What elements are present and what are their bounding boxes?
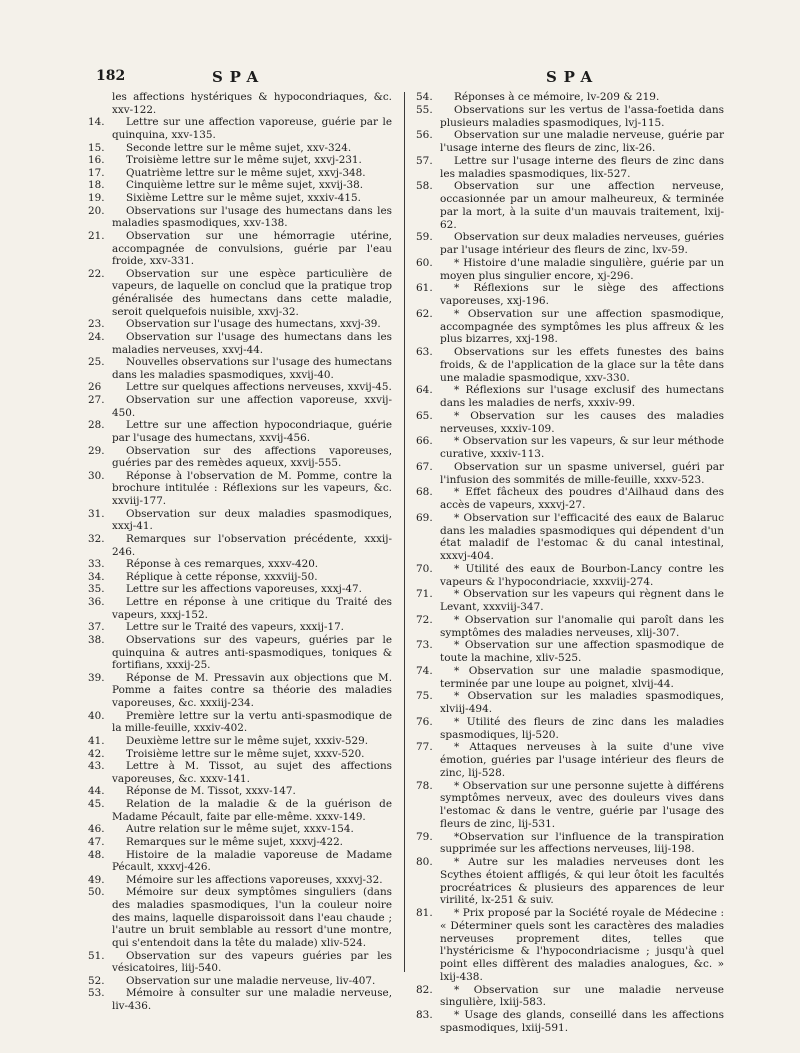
entry-number: 61. — [416, 282, 433, 295]
entry-number: 67. — [416, 460, 433, 473]
entry-number: 20. — [88, 204, 105, 217]
entry-number: 64. — [416, 384, 433, 397]
entry-text: Histoire de la maladie vaporeuse de Madame Pécault, xxxvj-426. — [112, 848, 392, 874]
index-entry — [88, 886, 392, 949]
entry-number: 40. — [88, 709, 105, 722]
index-entry — [88, 192, 392, 205]
index-entry — [88, 823, 392, 836]
entry-text: Troisième lettre sur le même sujet, xxvj-231. — [126, 154, 362, 167]
index-entry — [416, 129, 724, 155]
entry-number: 18. — [88, 179, 105, 192]
entry-text: Observations sur les vertus de l'assa-foetida dans plusieurs maladies spasmodiques, lvj-115. — [440, 103, 724, 129]
index-entry — [88, 381, 392, 394]
entry-text: Observation sur un spasme universel, guéri par l'infusion des sommités de mille-feuille, xxxv-523. — [440, 460, 724, 486]
entry-number: 43. — [88, 760, 105, 773]
index-entry — [416, 486, 724, 512]
entry-number: 55. — [416, 103, 433, 116]
entry-text: * Réflexions sur l'usage exclusif des humectans dans les maladies de nerfs, xxxiv-99. — [440, 384, 724, 409]
index-entry — [88, 735, 392, 748]
entry-number: 46. — [88, 823, 105, 836]
entry-number: 47. — [88, 835, 105, 848]
index-entry — [416, 831, 724, 857]
entry-number: 15. — [88, 141, 105, 154]
index-entry — [88, 356, 392, 381]
entry-text: Autre relation sur le même sujet, xxxv-154. — [126, 823, 354, 836]
index-entry — [88, 748, 392, 761]
index-entry — [416, 257, 724, 283]
entry-text: Réponse à l'observation de M. Pomme, contre la brochure intitulée : Réflexions sur les vapeurs, &c. xxviij-177. — [112, 469, 392, 507]
left-column — [88, 91, 392, 1013]
entry-text: Réponses à ce mémoire, lv-209 & 219. — [454, 91, 660, 103]
entry-number: 16. — [88, 154, 105, 167]
entry-number: 62. — [416, 307, 433, 320]
right-column — [416, 91, 724, 1035]
entry-text: * Prix proposé par la Société royale de Médecine : « Déterminer quels sont les caractères des maladies nerveuses proprement dites, telles que l'hystéricisme & l'hypocondriacisme ; jusqu'à quel point elles diffèrent des maladies analogues, &c. » lxij-438. — [440, 907, 724, 983]
entry-number: 37. — [88, 621, 105, 634]
entry-number: 44. — [88, 785, 105, 798]
entry-text: Observation sur une affection nerveuse, occasionnée par un amour malheureux, & terminée par la mort, à la suite d'un mauvais traitement, lxij-62. — [440, 180, 724, 231]
entry-number: 25. — [88, 356, 105, 369]
entry-text: * Observation sur une personne sujette à différens symptômes nerveux, avec des douleurs vives dans l'estomac & dans le ventre, guérie par l'usage des fleurs de zinc, lij-531. — [440, 779, 724, 830]
index-entry — [416, 639, 724, 665]
entry-text: Observations sur des vapeurs, guéries par le quinquina & autres anti-spasmodiques, toniques & fortifians, xxxij-25. — [112, 633, 392, 672]
index-entry — [416, 155, 724, 181]
entry-text: Observation sur une maladie nerveuse, guérie par l'usage interne des fleurs de zinc, lix-26. — [440, 129, 724, 154]
index-entry — [416, 461, 724, 487]
index-entry — [88, 621, 392, 634]
entry-text: Réponse de M. Pressavin aux objections que M. Pomme a faites contre sa théorie des maladies vaporeuses, &c. xxxiij-234. — [112, 671, 392, 709]
entry-text: * Observation sur une maladie spasmodique, terminée par une loupe au poignet, xlvij-44. — [440, 664, 724, 690]
entry-number: 31. — [88, 507, 105, 520]
entry-number: 65. — [416, 409, 433, 422]
entry-text: Première lettre sur la vertu anti-spasmodique de la mille-feuille, xxxiv-402. — [112, 709, 392, 735]
entry-text: Observation sur une espèce particulière de vapeurs, de laquelle on conclud que la pratique trop généralisée des humectans dans cette maladie, seroit quelquefois nuisible, xxvj-32. — [112, 267, 392, 318]
index-entry — [88, 154, 392, 167]
entry-text: Observation sur des vapeurs guéries par les vésicatoires, liij-540. — [112, 949, 392, 975]
entry-number: 49. — [88, 873, 105, 886]
entry-text: Lettre sur l'usage interne des fleurs de zinc dans les maladies spasmodiques, lix-527. — [440, 154, 724, 180]
entry-number: 39. — [88, 671, 105, 684]
index-entry — [88, 798, 392, 823]
entry-number: 41. — [88, 734, 105, 747]
entry-number: 24. — [88, 330, 105, 343]
index-entry — [416, 410, 724, 436]
entry-text: Réplique à cette réponse, xxxviij-50. — [126, 570, 318, 583]
entry-number: 54. — [416, 91, 433, 103]
entry-text: * Utilité des eaux de Bourbon-Lancy contre les vapeurs & l'hypocondriacie, xxxviij-274. — [440, 562, 724, 588]
entry-number: 17. — [88, 166, 105, 179]
page-number: 182 — [96, 68, 126, 84]
entry-number: 71. — [416, 588, 433, 601]
entry-text: * Observation sur les vapeurs qui règnent dans le Levant, xxxviij-347. — [440, 588, 724, 613]
entry-text: *Observation sur l'influence de la transpiration supprimée sur les affections nerveuses, liij-198. — [440, 830, 724, 856]
entry-text: Deuxième lettre sur le même sujet, xxxiv-529. — [126, 734, 369, 747]
column-divider — [404, 92, 405, 972]
entry-text: * Observation sur une affection spasmodique de toute la machine, xliv-525. — [440, 639, 724, 664]
entry-text: Observation sur l'usage des humectans dans les maladies nerveuses, xxvj-44. — [112, 330, 392, 356]
index-entry — [88, 634, 392, 672]
entry-number: 23. — [88, 318, 105, 331]
index-entry — [88, 558, 392, 571]
index-entry — [88, 874, 392, 887]
index-entry — [88, 849, 392, 874]
index-entry — [416, 104, 724, 130]
entry-text: * Attaques nerveuses à la suite d'une vive émotion, guéries par l'usage intérieur des fleurs de zinc, lij-528. — [440, 741, 724, 779]
entry-number: 72. — [416, 613, 433, 626]
entry-text: Réponse de M. Tissot, xxxv-147. — [126, 785, 296, 798]
index-entry — [88, 268, 392, 319]
entry-text: * Effet fâcheux des poudres d'Ailhaud dans des accès de vapeurs, xxxvj-27. — [440, 486, 724, 511]
entry-text: Quatrième lettre sur le même sujet, xxvj-348. — [126, 166, 366, 179]
entry-text: Remarques sur le même sujet, xxxvj-422. — [126, 835, 343, 848]
index-entry — [416, 856, 724, 907]
entry-text: Lettre en réponse à une critique du Traité des vapeurs, xxxj-152. — [112, 596, 392, 621]
index-entry — [88, 533, 392, 558]
index-entry — [88, 179, 392, 192]
entry-number: 48. — [88, 848, 105, 861]
entry-number: 14. — [88, 116, 105, 129]
entry-text: Observations sur l'usage des humectans dans les maladies spasmodiques, xxv-138. — [112, 204, 392, 230]
entry-text: Observation sur des affections vaporeuses, guéries par des remèdes aqueux, xxvij-555. — [112, 444, 392, 470]
index-entry — [88, 167, 392, 180]
entry-text: Nouvelles observations sur l'usage des humectans dans les maladies spasmodiques, xxvij-40. — [112, 356, 392, 381]
entry-text: * Usage des glands, conseillé dans les affections spasmodiques, lxiij-591. — [440, 1009, 724, 1034]
entry-number: 34. — [88, 570, 105, 583]
index-entry — [88, 116, 392, 141]
entry-number: 35. — [88, 583, 105, 596]
entry-text: * Observation sur une maladie nerveuse singulière, lxiij-583. — [440, 983, 724, 1009]
entry-number: 78. — [416, 779, 433, 792]
entry-text: Observation sur une maladie nerveuse, liv-407. — [126, 974, 376, 987]
entry-text: Relation de la maladie & de la guérison de Madame Pécault, faite par elle-même. xxxv-149. — [112, 798, 392, 823]
entry-text: Lettre sur quelques affections nerveuses, xxvij-45. — [126, 381, 392, 394]
index-entry — [88, 950, 392, 975]
running-header-left: SPA — [212, 68, 265, 86]
index-entry — [88, 987, 392, 1012]
entry-number: 57. — [416, 154, 433, 167]
index-entry — [88, 596, 392, 621]
running-header-right: SPA — [546, 68, 599, 86]
index-entry — [88, 91, 392, 116]
index-entry — [88, 836, 392, 849]
entry-text: Remarques sur l'observation précédente, xxxij-246. — [112, 532, 392, 558]
entry-text: Lettre à M. Tissot, au sujet des affections vaporeuses, &c. xxxv-141. — [112, 760, 392, 785]
entry-text: * Observation sur une affection spasmodique, accompagnée des symptômes les plus affreux & les plus bizarres, xxj-198. — [440, 307, 724, 346]
index-entry — [416, 180, 724, 231]
index-entry — [88, 672, 392, 710]
index-entry — [416, 741, 724, 779]
entry-text: Lettre sur une affection hypocondriaque, guérie par l'usage des humectans, xxvij-456. — [112, 419, 392, 444]
entry-number: 56. — [416, 129, 433, 142]
entry-text: Observation sur deux maladies nerveuses, guéries par l'usage intérieur des fleurs de zinc, lxv-59. — [440, 231, 724, 256]
entry-text: * Observation sur l'anomalie qui paroît dans les symptômes des maladies nerveuses, xlij-307. — [440, 613, 724, 639]
entry-text: Lettre sur le Traité des vapeurs, xxxij-17. — [126, 621, 344, 634]
entry-text: Observation sur une affection vaporeuse, xxvij-450. — [112, 394, 392, 419]
entry-number: 77. — [416, 741, 433, 754]
index-entry — [88, 445, 392, 470]
index-entry — [416, 588, 724, 614]
entry-text: Mémoire sur les affections vaporeuses, xxxvj-32. — [126, 873, 383, 886]
entry-number: 58. — [416, 180, 433, 193]
entry-number: 45. — [88, 798, 105, 810]
index-entry — [88, 230, 392, 268]
index-entry — [88, 205, 392, 230]
entry-text: Mémoire à consulter sur une maladie nerveuse, liv-436. — [112, 987, 392, 1012]
index-entry — [88, 142, 392, 155]
entry-text: Observations sur les effets funestes des bains froids, & de l'application de la glace sur la tête dans une maladie spasmodique, xxv-330. — [440, 346, 724, 384]
entry-text: Observation sur deux maladies spasmodiques, xxxj-41. — [112, 507, 392, 533]
entry-number: 33. — [88, 558, 105, 571]
entry-text: Réponse à ces remarques, xxxv-420. — [126, 558, 319, 571]
index-entry — [416, 563, 724, 589]
entry-number: 27. — [88, 394, 105, 406]
index-entry — [416, 231, 724, 257]
entry-number: 52. — [88, 974, 105, 987]
entry-number: 51. — [88, 949, 105, 962]
entry-number: 19. — [88, 192, 105, 204]
entry-number: 68. — [416, 486, 433, 499]
index-entry — [416, 780, 724, 831]
index-entry — [416, 282, 724, 308]
entry-text: * Observation sur les maladies spasmodiques, xlviij-494. — [440, 690, 724, 715]
index-entry — [88, 419, 392, 444]
index-entry — [88, 760, 392, 785]
entry-number: 83. — [416, 1009, 433, 1021]
index-entry — [416, 91, 724, 104]
entry-number: 42. — [88, 747, 105, 760]
index-entry — [416, 435, 724, 461]
entry-number: 53. — [88, 987, 105, 1000]
entry-text: Cinquième lettre sur le même sujet, xxvij-38. — [126, 179, 364, 192]
entry-number: 22. — [88, 267, 105, 280]
index-entry — [416, 716, 724, 742]
entry-text: Lettre sur une affection vaporeuse, guérie par le quinquina, xxv-135. — [112, 116, 392, 141]
index-entry — [88, 470, 392, 508]
entry-number: 69. — [416, 511, 433, 524]
entry-text: Lettre sur les affections vaporeuses, xxxj-47. — [126, 583, 362, 596]
entry-number: 82. — [416, 983, 433, 996]
entry-number: 30. — [88, 469, 105, 482]
index-entry — [416, 512, 724, 563]
entry-number: 59. — [416, 231, 433, 244]
entry-number: 38. — [88, 633, 105, 646]
entry-number: 74. — [416, 664, 433, 677]
entry-number: 80. — [416, 856, 433, 868]
entry-number: 79. — [416, 830, 433, 843]
index-entry — [88, 571, 392, 584]
entry-number: 66. — [416, 435, 433, 448]
entry-text: * Utilité des fleurs de zinc dans les maladies spasmodiques, lij-520. — [440, 715, 724, 741]
entry-text: * Observation sur l'efficacité des eaux de Balaruc dans les maladies spasmodiques qui dépendent d'un état maladif de l'estomac & du canal intestinal, xxxvj-404. — [440, 511, 724, 562]
index-entry — [416, 984, 724, 1010]
entry-text: * Observation sur les vapeurs, & sur leur méthode curative, xxxiv-113. — [440, 435, 724, 460]
entry-text: * Autre sur les maladies nerveuses dont les Scythes étoient affligés, & qui leur ôtoit les facultés procréatrices & plusieurs des apparences de leur virilité, lx-251 & suiv. — [440, 856, 724, 907]
index-entry — [416, 346, 724, 384]
entry-text: Observation sur une hémorragie utérine, accompagnée de convulsions, guérie par l'eau froide, xxv-331. — [112, 229, 392, 268]
index-entry — [416, 384, 724, 410]
index-entry — [416, 1009, 724, 1035]
index-entry — [88, 318, 392, 331]
index-entry — [88, 508, 392, 533]
entry-number: 28. — [88, 419, 105, 432]
entry-number: 32. — [88, 532, 105, 545]
index-entry — [416, 665, 724, 691]
entry-text: * Histoire d'une maladie singulière, guérie par un moyen plus singulier encore, xj-296. — [440, 256, 724, 282]
entry-number: 21. — [88, 229, 105, 242]
entry-text: Sixième Lettre sur le même sujet, xxxiv-415. — [126, 192, 361, 204]
entry-text: * Observation sur les causes des maladies nerveuses, xxxiv-109. — [440, 409, 724, 435]
entry-number: 29. — [88, 444, 105, 457]
entry-number: 70. — [416, 562, 433, 575]
index-entry — [416, 690, 724, 716]
entry-number: 63. — [416, 346, 433, 358]
index-entry — [88, 975, 392, 988]
index-entry — [416, 308, 724, 346]
entry-number: 26 — [88, 381, 102, 394]
entry-text: Troisième lettre sur le même sujet, xxxv-520. — [126, 747, 365, 760]
entry-number: 36. — [88, 596, 105, 608]
entry-text: Observation sur l'usage des humectans, xxvj-39. — [126, 318, 381, 331]
index-entry — [88, 583, 392, 596]
entry-number: 73. — [416, 639, 433, 652]
entry-number: 76. — [416, 715, 433, 728]
entry-number: 75. — [416, 690, 433, 703]
index-entry — [416, 907, 724, 984]
index-entry — [88, 710, 392, 735]
entry-number: 81. — [416, 907, 433, 919]
index-entry — [88, 394, 392, 419]
index-entry — [88, 331, 392, 356]
entry-text: Seconde lettre sur le même sujet, xxv-324. — [126, 141, 352, 154]
entry-text: Mémoire sur deux symptômes singuliers (dans des maladies spasmodiques, l'un la couleur noire des mains, laquelle disparoissoit dans l'eau chaude ; l'autre un bruit semblable au ressort d'une montre, qui s'entendoit dans la tête du malade) xliv-524. — [112, 886, 392, 949]
index-entry — [88, 785, 392, 798]
index-entry — [416, 614, 724, 640]
entry-number: 50. — [88, 886, 105, 899]
entry-text: les affections hystériques & hypocondriaques, &c. xxv-122. — [112, 91, 392, 116]
entry-text: * Réflexions sur le siège des affections vaporeuses, xxj-196. — [440, 282, 724, 307]
entry-number: 60. — [416, 256, 433, 269]
